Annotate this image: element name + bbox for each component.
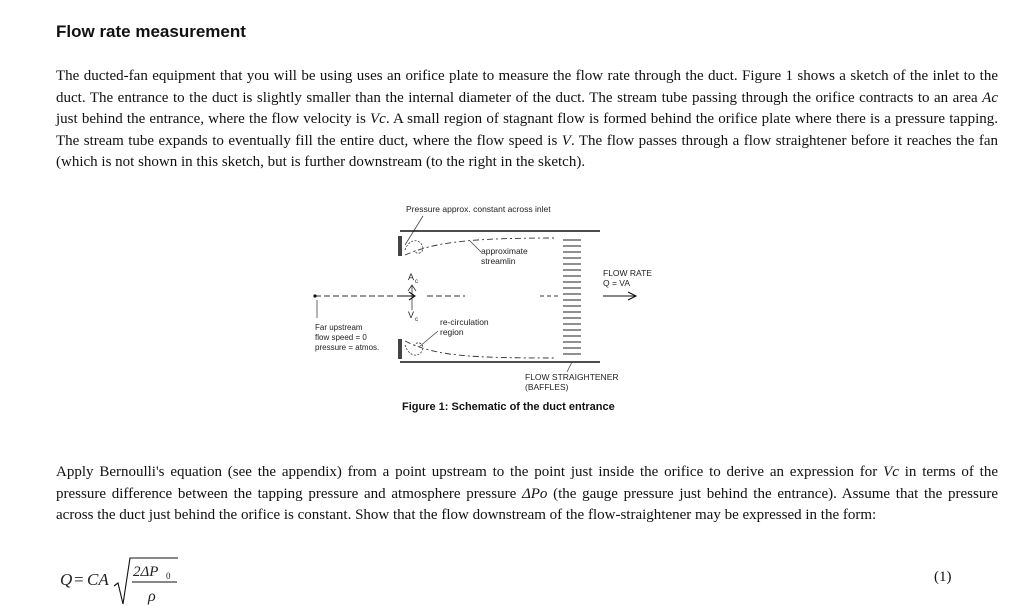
recirc-leader xyxy=(419,331,438,347)
eq-numerator: 2ΔP xyxy=(133,564,159,580)
flow-straightener xyxy=(563,240,581,354)
intro-paragraph: The ducted-fan equipment that you will be using uses an orifice plate to measure the flow rate through the duct. Figure 1 shows a sketch of the inlet to the duct. The entrance to the duct is slightly smaller than the internal diameter of the duct. The stream tube passing through the orifice contracts to an area Ac just behind the entrance, where the flow velocity is Vc. A small region of stagnant flow is formed behind the orifice plate where there is a pressure tapping. The stream tube expands to eventually fill the entire duct, where the flow speed is V. The flow passes through a flow straightener before it reaches the fan (which is not shown in this sketch, but is further downstream (to the right in the sketch). xyxy=(56,68,998,170)
section-heading: Flow rate measurement xyxy=(56,22,246,41)
straightener-label: FLOW STRAIGHTENER xyxy=(525,372,619,382)
flow-rate-equation xyxy=(60,556,200,608)
upstream-label-3: pressure = atmos. xyxy=(315,343,380,352)
straightener-label-2: (BAFFLES) xyxy=(525,382,569,392)
eq-denominator: ρ xyxy=(148,588,156,605)
ac-label-sub: c xyxy=(415,279,418,285)
pressure-label: Pressure approx. constant across inlet xyxy=(406,204,551,214)
vc-label-sub: c xyxy=(415,317,418,323)
straightener-leader xyxy=(567,362,572,372)
approx-streamline-label-2: streamlin xyxy=(481,256,516,266)
instruction-paragraph: Apply Bernoulli's equation (see the appendix) from a point upstream to the point just inside the orifice to derive an expression for Vc in terms of the pressure difference between the tapping pressure and atmosphere pressure ΔPo (the gauge pressure just behind the entrance). Assume that the pressure across the duct just behind the orifice is constant. Show that the flow downstream of the flow-straightener may be expressed in the form: xyxy=(56,464,998,523)
ac-label: A xyxy=(408,272,415,282)
figure-caption: Figure 1: Schematic of the duct entrance xyxy=(402,401,615,413)
orifice-lip-top xyxy=(398,236,402,256)
eq-numerator-sub: 0 xyxy=(166,571,171,581)
flow-rate-formula: Q = VA xyxy=(603,278,631,288)
eq-equals: = xyxy=(74,570,84,589)
orifice-lip-bottom xyxy=(398,339,402,359)
flow-rate-label: FLOW RATE xyxy=(603,268,652,278)
streamline-bottom xyxy=(405,341,555,358)
vc-label: V xyxy=(408,310,415,320)
equation-number: (1) xyxy=(934,569,952,585)
upstream-label: Far upstream xyxy=(315,323,363,332)
upstream-point xyxy=(313,294,316,297)
flow-arrow xyxy=(603,292,636,300)
eq-lhs: Q xyxy=(60,570,73,589)
eq-coef: CA xyxy=(87,570,109,589)
duct-entrance-schematic xyxy=(305,200,685,400)
approx-streamline-label: approximate xyxy=(481,246,528,256)
upstream-label-2: flow speed = 0 xyxy=(315,333,367,342)
approx-leader xyxy=(470,241,481,252)
streamline-top xyxy=(405,238,555,255)
recirc-label: re-circulation xyxy=(440,317,489,327)
recirc-label-2: region xyxy=(440,327,464,337)
